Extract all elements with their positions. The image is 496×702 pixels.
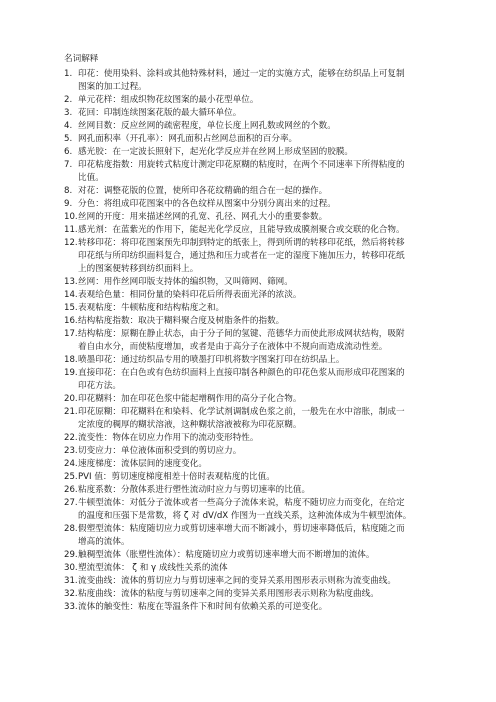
term-item bbox=[64, 237, 448, 276]
term-item bbox=[64, 107, 448, 120]
term-number: 9. bbox=[64, 199, 73, 209]
term-number: 32. bbox=[64, 589, 78, 599]
term-number: 10. bbox=[64, 212, 78, 222]
term-number: 16. bbox=[64, 316, 78, 326]
term-text-line: 印花粘度指数：用旋转式粘度计测定印花原糊的粘度时，在两个不同速率下所得粘度的 bbox=[78, 160, 405, 170]
term-text-line: 丝网：用作丝网印版支持体的编织物，又叫筛网、筛网。 bbox=[78, 277, 293, 287]
term-item bbox=[64, 224, 448, 237]
term-text-line: 流变性：物体在切应力作用下的流动变形特性。 bbox=[78, 433, 259, 443]
term-number: 20. bbox=[64, 394, 78, 404]
term-item bbox=[64, 497, 448, 523]
term-text-line: 网孔面积率（开孔率）：网孔面积占丝网总面积的百分率。 bbox=[78, 134, 298, 144]
term-text-line: 流变曲线：流体的剪切应力与剪切速率之间的变异关系用图形表示则称为流变曲线。 bbox=[78, 576, 396, 586]
term-text-line: 对花：调整花版的位置，使所印各花纹精确的组合在一起的操作。 bbox=[78, 186, 328, 196]
document-title: 名词解释 bbox=[64, 54, 99, 64]
term-text-line: 图案的加工过程。 bbox=[78, 82, 147, 92]
term-text-line: 分色：将组成印花图案中的各色纹样从图案中分别分离出来的过程。 bbox=[78, 199, 336, 209]
term-number: 30. bbox=[64, 563, 78, 573]
term-number: 3. bbox=[64, 108, 73, 118]
term-list bbox=[64, 68, 448, 614]
term-number: 14. bbox=[64, 290, 78, 300]
term-item bbox=[64, 432, 448, 445]
term-text-line: 表观给色量：相同份量的染料印花后所得表面光泽的浓淡。 bbox=[78, 290, 302, 300]
term-text-line: 花回：印制连续图案花版的最大循环单位。 bbox=[78, 108, 242, 118]
term-item bbox=[64, 445, 448, 458]
term-item bbox=[64, 354, 448, 367]
term-number: 1. bbox=[64, 69, 73, 79]
term-text-line: 塑流型流体： ζ 和 γ 成线性关系的流体 bbox=[78, 563, 228, 573]
term-item bbox=[64, 393, 448, 406]
term-number: 17. bbox=[64, 329, 78, 339]
term-number: 31. bbox=[64, 576, 78, 586]
term-item bbox=[64, 276, 448, 289]
term-text-line: 上的图案便转移到纺织面料上。 bbox=[78, 264, 199, 274]
term-number: 22. bbox=[64, 433, 78, 443]
term-item bbox=[64, 133, 448, 146]
term-number: 24. bbox=[64, 459, 78, 469]
term-number: 8. bbox=[64, 186, 73, 196]
term-item bbox=[64, 68, 448, 94]
term-number: 15. bbox=[64, 303, 78, 313]
term-text-line: 定浓度的稠厚的糊状溶液，这种糊状溶液被称为印花原糊。 bbox=[78, 420, 302, 430]
term-item bbox=[64, 185, 448, 198]
term-text-line: 印花：使用染料、涂料或其他特殊材料，通过一定的实施方式，能够在纺织品上可复制 bbox=[78, 69, 405, 79]
term-number: 33. bbox=[64, 602, 78, 612]
term-text-line: 切变应力：单位液体面积受到的剪切应力。 bbox=[78, 446, 242, 456]
term-text-line: 粘度系数：分散体系进行塑性流动时应力与剪切速率的比值。 bbox=[78, 485, 311, 495]
term-text-line: 感光胶：在一定波长照射下，起光化学反应并在丝网上形成坚固的胶膜。 bbox=[78, 147, 354, 157]
term-number: 23. bbox=[64, 446, 78, 456]
term-number: 12. bbox=[64, 238, 78, 248]
term-number: 28. bbox=[64, 524, 78, 534]
term-text-line: 丝网的开度：用来描述丝网的孔宽、孔径、网孔大小的重要参数。 bbox=[78, 212, 328, 222]
term-item bbox=[64, 211, 448, 224]
term-text-line: 假塑型流体：粘度随切应力或剪切速率增大而不断减小，剪切速率降低后，粘度随之而 bbox=[78, 524, 405, 534]
term-text-line: 速度梯度：流体层间的速度变化。 bbox=[78, 459, 207, 469]
term-item bbox=[64, 94, 448, 107]
term-item bbox=[64, 198, 448, 211]
term-text-line: 结构粘度：原糊在静止状态，由于分子间的氢键、范德华力而使此形成网状结构，吸附 bbox=[78, 329, 405, 339]
term-text-line: 增高的流体。 bbox=[78, 537, 130, 547]
term-text-line: 单元花样：组成织物花纹图案的最小花型单位。 bbox=[78, 95, 259, 105]
term-number: 19. bbox=[64, 368, 78, 378]
term-item bbox=[64, 601, 448, 614]
term-number: 2. bbox=[64, 95, 73, 105]
term-item bbox=[64, 523, 448, 549]
term-number: 25. bbox=[64, 472, 78, 482]
term-item bbox=[64, 367, 448, 393]
term-number: 18. bbox=[64, 355, 78, 365]
term-number: 11. bbox=[64, 225, 78, 235]
term-number: 7. bbox=[64, 160, 73, 170]
term-number: 5. bbox=[64, 134, 73, 144]
term-item bbox=[64, 406, 448, 432]
term-text-line: 丝网目数：反应丝网的疏密程度，单位长度上网孔数或网丝的个数。 bbox=[78, 121, 336, 131]
term-text-line: 表观粘度：牛顿粘度和结构粘度之和。 bbox=[78, 303, 225, 313]
term-item bbox=[64, 302, 448, 315]
term-text-line: 直接印花：在白色或有色纺织面料上直接印制各种颜色的印花色浆从而形成印花图案的 bbox=[78, 368, 405, 378]
term-item bbox=[64, 120, 448, 133]
term-item bbox=[64, 458, 448, 471]
term-text-line: 的温度和压强下是常数，将 ζ 对 dV/dX 作图为一直线关系，这种流体成为牛顿型流体。 bbox=[78, 511, 412, 521]
term-text-line: PVI 值：剪切速度梯度相差十倍时表观粘度的比值。 bbox=[78, 472, 275, 482]
term-text-line: 比值。 bbox=[78, 173, 104, 183]
term-text-line: 转移印花：将印花图案预先印制到特定的纸张上，得到所谓的转移印花纸，然后将转移 bbox=[78, 238, 405, 248]
term-text-line: 流体的触变性：粘度在等温条件下和时间有依赖关系的可逆变化。 bbox=[78, 602, 328, 612]
term-number: 26. bbox=[64, 485, 78, 495]
term-number: 21. bbox=[64, 407, 78, 417]
term-item bbox=[64, 289, 448, 302]
term-number: 27. bbox=[64, 498, 78, 508]
term-item bbox=[64, 146, 448, 159]
term-item bbox=[64, 328, 448, 354]
term-text-line: 粘度曲线：流体的粘度与剪切速率之间的变异关系用图形表示则称为粘度曲线。 bbox=[78, 589, 379, 599]
term-item bbox=[64, 588, 448, 601]
term-text-line: 牛顿型流体：对低分子流体或者一些高分子流体来说，粘度不随切应力而变化，在给定 bbox=[78, 498, 405, 508]
term-item bbox=[64, 549, 448, 562]
term-text-line: 触稠型流体（胀塑性流体）：粘度随切应力或剪切速率增大而不断增加的流体。 bbox=[78, 550, 375, 560]
term-item bbox=[64, 471, 448, 484]
term-text-line: 喷墨印花：通过纺织品专用的喷墨打印机将数字图案打印在纺织品上。 bbox=[78, 355, 345, 365]
term-text-line: 印花纸与所印纺织面料复合，通过热和压力或者在一定的湿度下施加压力，转移印花纸 bbox=[78, 251, 405, 261]
term-text-line: 印花原糊：印花糊料在和染料、化学试剂调制成色浆之前，一般先在水中溶胀，制成一 bbox=[78, 407, 405, 417]
term-number: 29. bbox=[64, 550, 78, 560]
term-number: 6. bbox=[64, 147, 73, 157]
term-text-line: 感光剂：在蓝紫光的作用下，能起光化学反应，且能导致成膜剂聚合或交联的化合物。 bbox=[78, 225, 405, 235]
term-item bbox=[64, 575, 448, 588]
term-text-line: 结构粘度指数：取决于糊料聚合度及树脂条件的指数。 bbox=[78, 316, 285, 326]
term-number: 4. bbox=[64, 121, 73, 131]
term-text-line: 印花糊料：加在印花色浆中能起增稠作用的高分子化合物。 bbox=[78, 394, 302, 404]
term-item bbox=[64, 315, 448, 328]
term-text-line: 着自由水分，而使粘度增加，或者是由于高分子在液体中不规向而造成流动性差。 bbox=[78, 342, 388, 352]
term-item bbox=[64, 562, 448, 575]
term-item bbox=[64, 159, 448, 185]
term-text-line: 印花方法。 bbox=[78, 381, 121, 391]
term-number: 13. bbox=[64, 277, 78, 287]
term-item bbox=[64, 484, 448, 497]
